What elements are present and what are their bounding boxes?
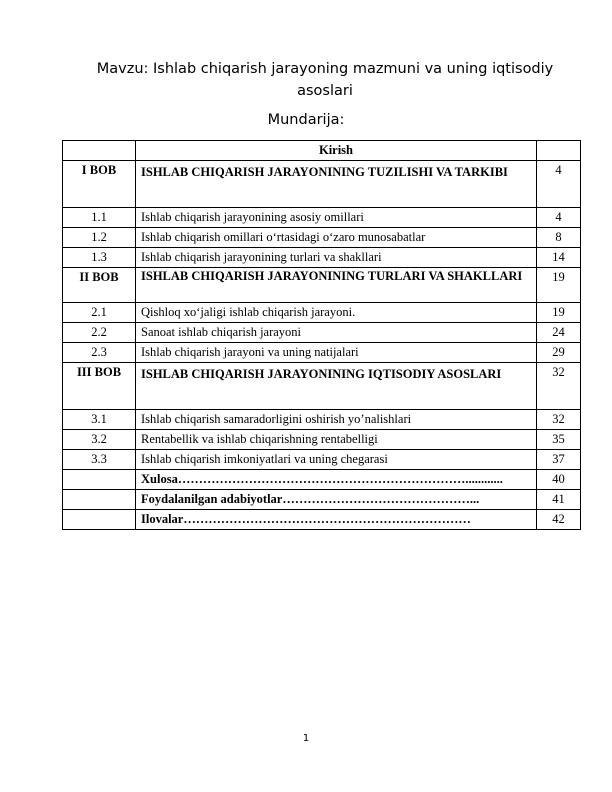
- toc-title: Kirish: [136, 141, 537, 161]
- toc-number: 1.3: [63, 248, 136, 268]
- toc-row-1-1: [63, 208, 581, 228]
- toc-title: Ilovalar……………………………………………………………: [136, 510, 537, 530]
- toc-page: 32: [537, 363, 581, 410]
- toc-row-3-2: [63, 430, 581, 450]
- toc-row-3-1: [63, 410, 581, 430]
- toc-row-chapter-2: [63, 268, 581, 303]
- toc-title: ISHLAB CHIQARISH JARAYONINING IQTISODIY ASOSLARI: [136, 363, 537, 410]
- toc-number: 2.2: [63, 323, 136, 343]
- toc-page: 37: [537, 450, 581, 470]
- toc-page: 19: [537, 268, 581, 303]
- table-of-contents: [62, 140, 581, 530]
- toc-title: Rentabellik va ishlab chiqarishning rentabelligi: [136, 430, 537, 450]
- toc-number: 3.3: [63, 450, 136, 470]
- toc-number: [63, 470, 136, 490]
- toc-row-references: [63, 490, 581, 510]
- toc-number: [63, 141, 136, 161]
- toc-title: Ishlab chiqarish jarayonining turlari va shakllari: [136, 248, 537, 268]
- toc-page: 42: [537, 510, 581, 530]
- toc-page: 4: [537, 208, 581, 228]
- toc-title: ISHLAB CHIQARISH JARAYONINING TUZILISHI VA TARKIBI: [136, 161, 537, 208]
- document-title: Mavzu: Ishlab chiqarish jarayoning mazmuni va uning iqtisodiy asoslari: [96, 61, 554, 99]
- toc-page: 24: [537, 323, 581, 343]
- toc-page: 32: [537, 410, 581, 430]
- toc-page: 19: [537, 303, 581, 323]
- toc-title: Xulosa……………………………………………………………............: [136, 470, 537, 490]
- toc-row-2-2: [63, 323, 581, 343]
- toc-number: 3.2: [63, 430, 136, 450]
- toc-number: III BOB: [63, 363, 136, 410]
- page-number: 1: [302, 733, 310, 744]
- toc-title: Ishlab chiqarish samaradorligini oshirish yoʼnalishlari: [136, 410, 537, 430]
- toc-title: Ishlab chiqarish jarayoni va uning natijalari: [136, 343, 537, 363]
- toc-page: 8: [537, 228, 581, 248]
- toc-row-1-2: [63, 228, 581, 248]
- toc-row-3-3: [63, 450, 581, 470]
- toc-title: Ishlab chiqarish jarayonining asosiy omillari: [136, 208, 537, 228]
- toc-row-2-1: [63, 303, 581, 323]
- toc-page: 41: [537, 490, 581, 510]
- toc-row-appendices: [63, 510, 581, 530]
- toc-row-conclusion: [63, 470, 581, 490]
- toc-number: [63, 510, 136, 530]
- toc-title: Sanoat ishlab chiqarish jarayoni: [136, 323, 537, 343]
- toc-title: Foydalanilgan adabiyotlar………………………………………...: [136, 490, 537, 510]
- toc-number: I BOB: [63, 161, 136, 208]
- toc-number: II BOB: [63, 268, 136, 303]
- toc-page: [537, 141, 581, 161]
- toc-title: ISHLAB CHIQARISH JARAYONINING TURLARI VA SHAKLLARI: [136, 268, 537, 303]
- toc-page: 35: [537, 430, 581, 450]
- toc-page: 40: [537, 470, 581, 490]
- toc-number: 3.1: [63, 410, 136, 430]
- toc-number: [63, 490, 136, 510]
- toc-row-chapter-3: [63, 363, 581, 410]
- contents-heading: Mundarija:: [267, 112, 345, 128]
- toc-row-chapter-1: [63, 161, 581, 208]
- toc-title: Qishloq xoʻjaligi ishlab chiqarish jarayoni.: [136, 303, 537, 323]
- toc-row-2-3: [63, 343, 581, 363]
- toc-title: Ishlab chiqarish imkoniyatlari va uning chegarasi: [136, 450, 537, 470]
- toc-row-1-3: [63, 248, 581, 268]
- toc-number: 1.2: [63, 228, 136, 248]
- toc-number: 2.3: [63, 343, 136, 363]
- toc-title: Ishlab chiqarish omillari oʻrtasidagi oʻzaro munosabatlar: [136, 228, 537, 248]
- toc-page: 29: [537, 343, 581, 363]
- toc-number: 1.1: [63, 208, 136, 228]
- toc-page: 4: [537, 161, 581, 208]
- toc-row-intro: [63, 141, 581, 161]
- toc-number: 2.1: [63, 303, 136, 323]
- toc-page: 14: [537, 248, 581, 268]
